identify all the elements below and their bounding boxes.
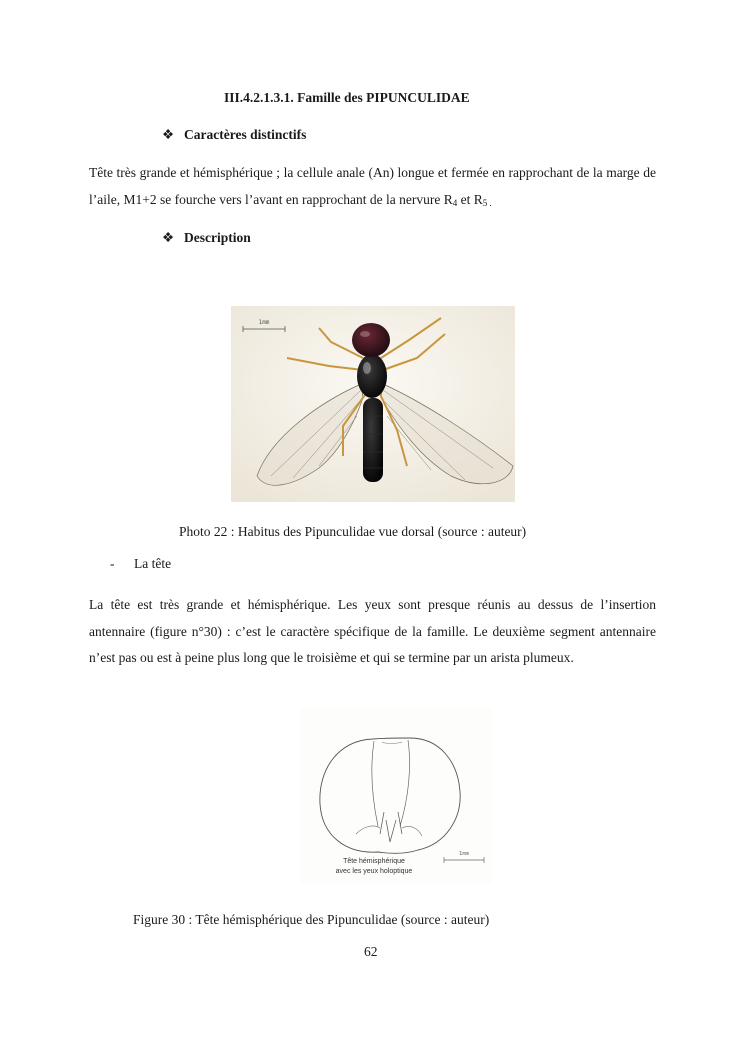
figure-scale-label: 1mm <box>459 851 469 857</box>
fly-photo-icon <box>231 306 515 502</box>
list-item-label: La tête <box>134 556 172 571</box>
photo-scale-label: 1mm <box>258 319 270 326</box>
diamond-bullet-icon: ❖ <box>162 127 175 142</box>
section-heading: III.4.2.1.3.1. Famille des PIPUNCULIDAE <box>224 90 470 105</box>
list-item-head <box>110 556 171 572</box>
subheading-label: Description <box>184 230 251 245</box>
subheading-description <box>162 230 251 246</box>
subscript-4: 4 <box>452 197 458 208</box>
dash-bullet: - <box>110 556 115 571</box>
paragraph-head-description: La tête est très grande et hémisphérique. Les yeux sont presque réunis au dessus de l’insertion antennaire (figure n°30) : c’est le caractère spécifique de la famille. Le deuxième segment antennaire n’est pas ou est à peine plus long que le troisième et qui se termine par un arista plumeux. <box>89 597 656 665</box>
figure-label-line2: avec les yeux holoptique <box>335 868 413 875</box>
subscript-5: 5 . <box>482 197 492 208</box>
photo-caption: Photo 22 : Habitus des Pipunculidae vue dorsal (source : auteur) <box>179 524 527 539</box>
figure-label-line1: Tête hémisphérique <box>343 858 405 865</box>
fly-photo <box>231 306 515 502</box>
diamond-bullet-icon: ❖ <box>162 230 175 245</box>
paragraph-text: Tête très grande et hémisphérique ; la cellule anale (An) longue et fermée en rapprochant de la marge de l’aile, M1+2 se fourche vers l’avant en rapprochant de la nervure R <box>89 165 656 207</box>
paragraph-distinctive-characters <box>89 160 656 216</box>
page-number: 62 <box>364 944 378 959</box>
head-drawing-icon <box>300 708 492 884</box>
figure-caption: Figure 30 : Tête hémisphérique des Pipunculidae (source : auteur) <box>133 912 490 927</box>
subheading-label: Caractères distinctifs <box>184 127 307 142</box>
head-figure <box>300 708 492 884</box>
paragraph-text: et R <box>457 191 483 207</box>
subheading-distinctive-characters <box>162 127 306 143</box>
